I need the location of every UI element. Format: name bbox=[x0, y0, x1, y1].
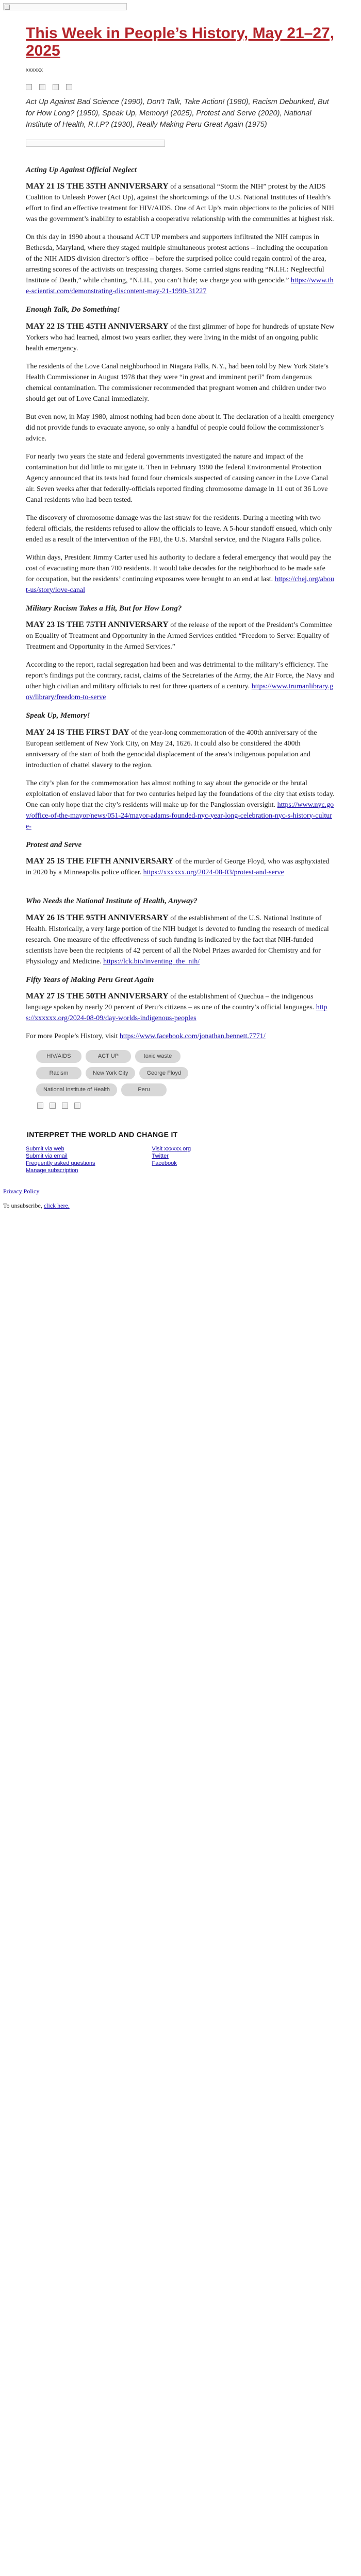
footer-links-right bbox=[152, 1145, 191, 1174]
lead-date: MAY 23 IS THE 75TH ANNIVERSARY bbox=[26, 620, 169, 629]
section-peru bbox=[26, 974, 335, 1042]
paragraph-text: of the release of the report of the President’s Committee on Equality of Treatment and Opportunity in the Armed Services entitled “Freedom to Serve: Equality of Treatment and Opportunity in the Armed Services.” bbox=[26, 621, 332, 651]
footer-social-icons bbox=[37, 1103, 335, 1109]
tag-pill[interactable]: George Floyd bbox=[139, 1067, 188, 1080]
paragraph-text: According to the report, racial segregation had been and was detrimental to the military’s efficiency. The report’s findings put the contrary, racist, claims of the Secretaries of the Army, the Air Force, the Navy and other high civilian and military officials to rest for three quarters of a century. bbox=[26, 661, 334, 690]
paragraph bbox=[26, 727, 335, 771]
paragraph-text: of the establishment of the U.S. National Institute of Health. Historically, a very large portion of the NIH budget is devoted to funding the research of medical research. One measure of the effectiveness of such funding is indicated by the fact that NIH-funded scientists have been the recipients of 42 percent of all the Nobel Prizes awarded for Chemistry and for Physiology and Medicine. bbox=[26, 914, 329, 965]
legal-footer bbox=[0, 1174, 361, 1210]
lead-date: MAY 27 IS THE 50TH ANNIVERSARY bbox=[26, 992, 169, 1001]
privacy-policy-link[interactable]: Privacy Policy bbox=[3, 1187, 40, 1195]
section-heading: Protest and Serve bbox=[26, 840, 82, 849]
facebook-link[interactable]: https://www.facebook.com/jonathan.bennett.7771/ bbox=[119, 1032, 266, 1040]
newsletter-header bbox=[26, 10, 335, 147]
section-heading: Enough Talk, Do Something! bbox=[26, 306, 120, 314]
facebook-icon[interactable] bbox=[50, 1103, 56, 1109]
paragraph-text: of the murder of George Floyd, who was asphyxiated in 2020 by a Minneapolis police officer. bbox=[26, 858, 330, 876]
paragraph bbox=[26, 991, 335, 1024]
newsletter-container bbox=[26, 10, 335, 1174]
paragraph bbox=[26, 552, 335, 596]
tag-pill[interactable]: Racism bbox=[36, 1067, 81, 1080]
source-link[interactable]: https://chej.org/about-us/story/love-canal bbox=[26, 575, 334, 594]
email-page bbox=[0, 0, 361, 1215]
tag-pill[interactable]: toxic waste bbox=[135, 1050, 180, 1063]
paragraph: For nearly two years the state and federal governments investigated the nature and impact of the contamination but did little to mitigate it. Then in February 1980 the federal Environmental Protection Agency announced that its tests had found four chemicals suspected of causing cancer in the Love Canal air. Seven weeks after that federally-officials reported finding chromosome damage in 11 out of 36 Love Canal residents who had been tested. bbox=[26, 452, 329, 504]
paragraph bbox=[26, 321, 335, 354]
facebook-icon[interactable] bbox=[39, 84, 45, 90]
footer-links-left bbox=[26, 1145, 95, 1174]
tag-pill[interactable]: ACT UP bbox=[86, 1050, 131, 1063]
submit-email-link[interactable]: Submit via email bbox=[26, 1153, 68, 1159]
twitter-link[interactable]: Twitter bbox=[152, 1153, 169, 1159]
section-heading: Military Racism Takes a Hit, But for How Long? bbox=[26, 604, 182, 613]
submit-web-link[interactable]: Submit via web bbox=[26, 1145, 64, 1152]
lead-date: MAY 22 IS THE 45TH ANNIVERSARY bbox=[26, 321, 169, 331]
unsubscribe-row bbox=[3, 1201, 358, 1210]
closing-paragraph bbox=[26, 1031, 335, 1042]
source-link[interactable]: https://www.trumanlibrary.gov/library/freedom-to-serve bbox=[26, 683, 334, 701]
source-link[interactable]: https://xxxxxx.org/2024-08-03/protest-and-serve bbox=[143, 869, 284, 876]
section-heading: Who Needs the National Institute of Health, Anyway? bbox=[26, 897, 198, 905]
lead-date: MAY 21 IS THE 35TH ANNIVERSARY bbox=[26, 182, 169, 191]
section-protest-and-serve bbox=[26, 839, 335, 878]
spacer bbox=[26, 885, 335, 895]
source-link[interactable]: https://www.nyc.gov/office-of-the-mayor/news/051-24/mayor-adams-founded-nyc-year-long-celebration-nyc-s-history-culture- bbox=[26, 801, 334, 831]
manage-subscription-link[interactable]: Manage subscription bbox=[26, 1167, 78, 1174]
privacy-row bbox=[3, 1187, 358, 1196]
broken-image-icon bbox=[5, 5, 10, 10]
paragraph: The residents of the Love Canal neighborhood in Niagara Falls, N.Y., had been told by New York State’s Health Commissioner in August 1978 that they were “in great and imminent peril” from dangerous chemical contamination. The commissioner recommended that pregnant women and children under two should get out of Love Canal immediately. bbox=[26, 362, 329, 403]
twitter-icon[interactable] bbox=[53, 84, 59, 90]
closing-text: For more People’s History, visit bbox=[26, 1032, 118, 1040]
paragraph: But even now, in May 1980, almost nothing had been done about it. The declaration of a health emergency did not provide funds to evacuate anyone, so only a handful of people could follow the commissioner’s advice. bbox=[26, 413, 334, 443]
unsubscribe-link[interactable]: click here. bbox=[43, 1201, 70, 1209]
lead-date: MAY 26 IS THE 95TH ANNIVERSARY bbox=[26, 913, 169, 922]
paragraph bbox=[26, 912, 335, 967]
paragraph bbox=[26, 619, 335, 652]
issue-summary: Act Up Against Bad Science (1990), Don’t Talk, Take Action! (1980), Racism Debunked, But for How Long? (1950), Speak Up, Memory! (2025), Protest and Serve (2020), National Institute of Health, R.I.P? (1930), Really Making Peru Great Again (1975) bbox=[26, 97, 329, 129]
paragraph-text: Within days, President Jimmy Carter used his authority to declare a federal emergency that would pay the cost of evacuating more than 700 residents. It would take decades for the neighborhood to be made safe for occupation, but the residents’ continuing exposures were brought to an end at last. bbox=[26, 553, 332, 583]
source-link[interactable]: https://lck.bio/inventing_the_nih/ bbox=[103, 957, 200, 965]
paragraph bbox=[26, 232, 335, 297]
share-icon[interactable] bbox=[37, 1103, 43, 1109]
tag-pill[interactable]: HIV/AIDS bbox=[36, 1050, 81, 1063]
section-nih bbox=[26, 895, 335, 967]
paragraph-text: The city’s plan for the commemoration has almost nothing to say about the genocide or the brutal exploitation of enslaved labor that for two centuries helped lay the foundations of the city that exists today. One can only hope that the city’s residents will make up for the Panglossian oversight. bbox=[26, 779, 335, 809]
paragraph bbox=[26, 659, 335, 703]
visit-site-link[interactable]: Visit xxxxxx.org bbox=[152, 1145, 191, 1152]
twitter-icon[interactable] bbox=[62, 1103, 68, 1109]
tag-pill[interactable]: National Institute of Health bbox=[36, 1083, 117, 1096]
paragraph-text: of the year-long commemoration of the 400th anniversary of the European settlement of New York City, on May 24, 1626. It could also be considered the 400th anniversary of the start of both the genocidal displacement of the area’s indigenous population and introduction of chattel slavery to the region. bbox=[26, 728, 317, 769]
section-heading: Speak Up, Memory! bbox=[26, 711, 90, 720]
lead-date: MAY 24 IS THE FIRST DAY bbox=[26, 727, 129, 737]
section-act-up bbox=[26, 164, 335, 297]
source-link[interactable]: https://www.the-scientist.com/demonstrating-discontent-may-21-1990-31227 bbox=[26, 277, 334, 295]
source-link[interactable]: https://xxxxxx.org/2024-08-09/day-worlds-indigenous-peoples bbox=[26, 1004, 327, 1022]
page-title[interactable]: This Week in People’s History, May 21–27, 2025 bbox=[26, 25, 335, 59]
section-military-racism bbox=[26, 603, 335, 703]
tag-pill[interactable]: New York City bbox=[86, 1067, 135, 1080]
social-icons bbox=[26, 84, 335, 90]
hero-image bbox=[26, 140, 165, 147]
lead-date: MAY 25 IS THE FIFTH ANNIVERSARY bbox=[26, 857, 174, 866]
paragraph: The discovery of chromosome damage was the last straw for the residents. During a meeting with two federal officials, the residents refused to allow the officials to leave. A 5-hour standoff ensued, which only ended as a result of the intervention of the FBI, the U.S. Marshal service, and the Niagara Falls police. bbox=[26, 514, 332, 544]
author-line: xxxxxx bbox=[26, 67, 43, 73]
paragraph-text: of the establishment of Quechua – the indigenous language spoken by nearly 20 percent of Peru’s citizens – as one of the country’s official languages. bbox=[26, 993, 315, 1011]
top-banner-image bbox=[3, 3, 127, 10]
share-icon[interactable] bbox=[26, 84, 32, 90]
paragraph-text: On this day in 1990 about a thousand ACT UP members and supporters infiltrated the NIH campus in Bethesda, Maryland, where they staged multiple simultaneous protest actions – including the occupation of the NIH AIDS division director’s office – before the surprised police could regain control of the area, arresting scores of the activists on trespassing charges. Some carried signs reading “N.I.H.: Negleectful Institute of Death,” while chanting, “N.I.H., you can’t hide; we charge you with genocide.” bbox=[26, 233, 328, 284]
section-heading: Fifty Years of Making Peru Great Again bbox=[26, 975, 154, 984]
section-love-canal bbox=[26, 304, 335, 596]
unsubscribe-text: To unsubscribe, bbox=[3, 1201, 42, 1209]
paragraph-text: of the first glimmer of hope for hundreds of upstate New Yorkers who had learned, almost two years earlier, they were living in the midst of an ongoing public health emergency. bbox=[26, 323, 335, 352]
footer-links bbox=[26, 1145, 335, 1174]
paragraph-text: of a sensational “Storm the NIH” protest by the AIDS Coalition to Unleash Power (Act Up), against the shortcomings of the U.S. National Institutes of Health’s effort to find an effective treatment for HIV/AIDS. One of Act Up’s main objections to the policies of NIH was the government’s inability to establish a cooperative relationship with the communities at highest risk. bbox=[26, 183, 334, 223]
section-heading: Acting Up Against Official Neglect bbox=[26, 165, 137, 174]
paragraph bbox=[26, 856, 335, 878]
faq-link[interactable]: Frequently asked questions bbox=[26, 1160, 95, 1166]
tag-pill[interactable]: Peru bbox=[121, 1083, 167, 1096]
section-speak-up-memory bbox=[26, 710, 335, 832]
paragraph bbox=[26, 181, 335, 225]
facebook-footer-link[interactable]: Facebook bbox=[152, 1160, 177, 1166]
tag-list bbox=[36, 1050, 206, 1096]
paragraph bbox=[26, 778, 335, 832]
footer-title: INTERPRET THE WORLD AND CHANGE IT bbox=[27, 1130, 178, 1139]
email-icon[interactable] bbox=[74, 1103, 80, 1109]
email-icon[interactable] bbox=[66, 84, 72, 90]
